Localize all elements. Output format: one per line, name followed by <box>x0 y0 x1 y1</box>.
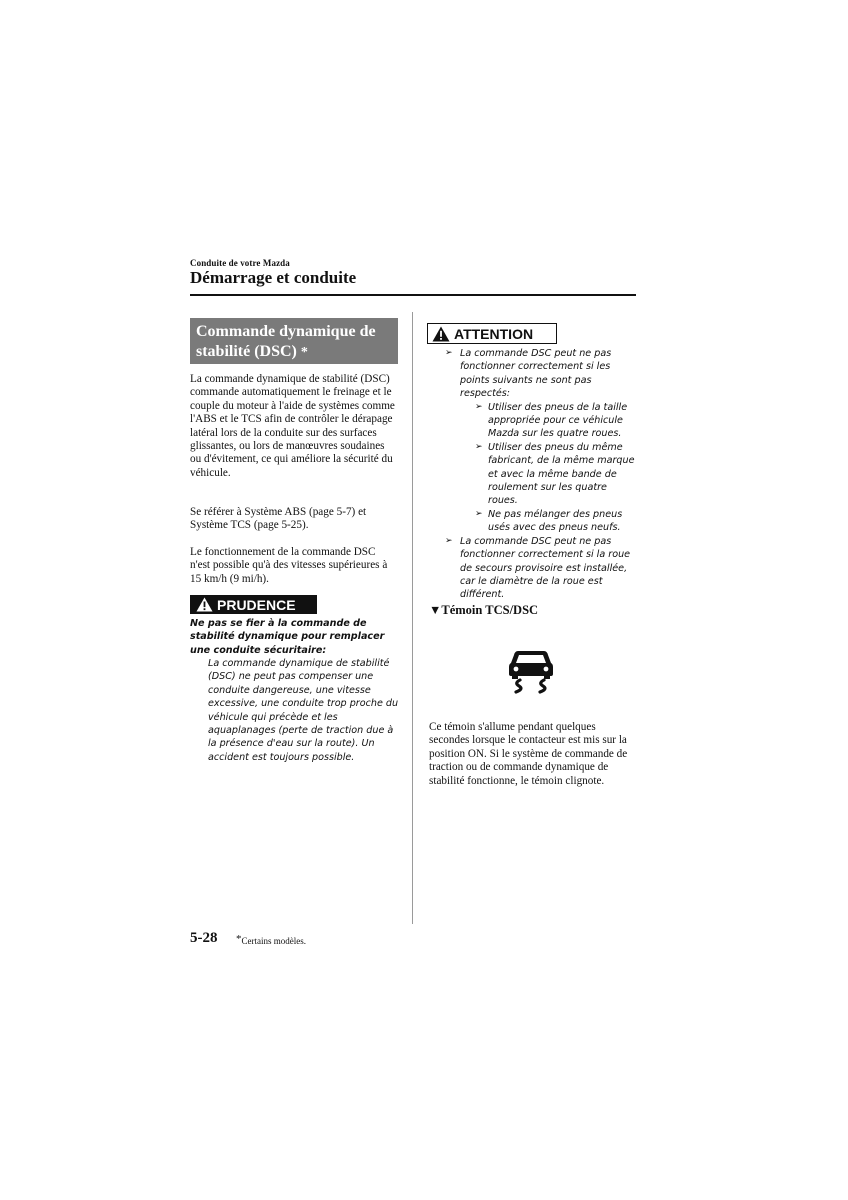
header-rule <box>190 294 636 296</box>
skidding-car-icon <box>506 646 556 694</box>
dsc-description: La commande dynamique de stabilité (DSC) commande automatiquement le freinage et le couple du moteur à l'aide de systèmes comme l'ABS et le TCS afin de contrôler le dérapage latéral lors de la conduite sur des surfaces glissantes, ou lors de manœuvres soudaines ou d'évitement, ce qui améliore la sécurité du véhicule. <box>190 373 395 479</box>
dsc-heading-marker: * <box>300 345 308 360</box>
indicator-description: Ce témoin s'allume pendant quelques secondes lorsque le contacteur est mis sur la position ON. Si le système de commande de traction ou de commande dynamique de stabilité fonctionne, le témoin clignote. <box>429 721 628 787</box>
indicator-heading-text: Témoin TCS/DSC <box>441 603 539 617</box>
attention-subitem-text: Utiliser des pneus de la taille appropriée pour ce véhicule Mazda sur les quatre roues. <box>488 401 628 440</box>
attention-subitem-text: Utiliser des pneus du même fabricant, de la même marque et avec la même bande de roulement sur les quatre roues. <box>488 441 635 507</box>
arrow-bullet-icon: ➢ <box>475 441 483 452</box>
dsc-heading <box>190 318 398 364</box>
attention-subitem-text: Ne pas mélanger des pneus usés avec des pneus neufs. <box>488 508 623 534</box>
attention-sublist <box>460 401 637 535</box>
arrow-bullet-icon: ➢ <box>475 401 483 412</box>
prudence-label <box>190 595 317 614</box>
attention-list <box>445 347 637 602</box>
attention-label <box>427 323 557 344</box>
attention-subitem <box>475 508 637 535</box>
indicator-heading <box>429 603 538 618</box>
attention-label-text: ATTENTION <box>454 325 534 342</box>
warning-triangle-icon <box>432 326 450 342</box>
attention-subitem <box>475 401 637 441</box>
arrow-bullet-icon: ➢ <box>475 508 483 519</box>
column-divider <box>412 312 413 924</box>
attention-item <box>445 535 637 602</box>
footnote-marker: * <box>236 933 242 945</box>
page-number: 5-28 <box>190 930 218 946</box>
section-title: Démarrage et conduite <box>190 268 357 287</box>
footnote <box>236 933 306 946</box>
warning-triangle-icon <box>196 597 213 612</box>
attention-subitem <box>475 441 637 508</box>
attention-item-text: La commande DSC peut ne pas fonctionner correctement si la roue de secours provisoire est installée, car le diamètre de la roue est différent. <box>460 535 631 601</box>
dsc-reference: Se référer à Système ABS (page 5-7) et Système TCS (page 5-25). <box>190 506 367 532</box>
prudence-lead: Ne pas se fier à la commande de stabilité dynamique pour remplacer une conduite sécuritaire: <box>190 618 385 656</box>
prudence-text: La commande dynamique de stabilité (DSC) ne peut pas compenser une conduite dangereuse, une vitesse excessive, une conduite trop proche du véhicule qui précède et les aquaplanages (perte de traction due à la présence d'eau sur la route). Un accident est toujours possible. <box>208 658 399 763</box>
dsc-heading-text: Commande dynamique de stabilité (DSC) <box>196 323 376 360</box>
attention-item-text: La commande DSC peut ne pas fonctionner correctement si les points suivants ne sont pas respectés: <box>460 348 612 400</box>
attention-item <box>445 347 637 535</box>
arrow-bullet-icon: ➢ <box>445 348 453 358</box>
prudence-label-text: PRUDENCE <box>217 596 296 613</box>
arrow-bullet-icon: ➢ <box>445 535 453 546</box>
dsc-speed-note: Le fonctionnement de la commande DSC n'est possible qu'à des vitesses supérieures à 15 km/h (9 mi/h). <box>190 546 388 585</box>
footnote-text: Certains modèles. <box>241 936 306 946</box>
breadcrumb: Conduite de votre Mazda <box>190 258 290 268</box>
triangle-down-icon: ▼ <box>429 603 442 617</box>
